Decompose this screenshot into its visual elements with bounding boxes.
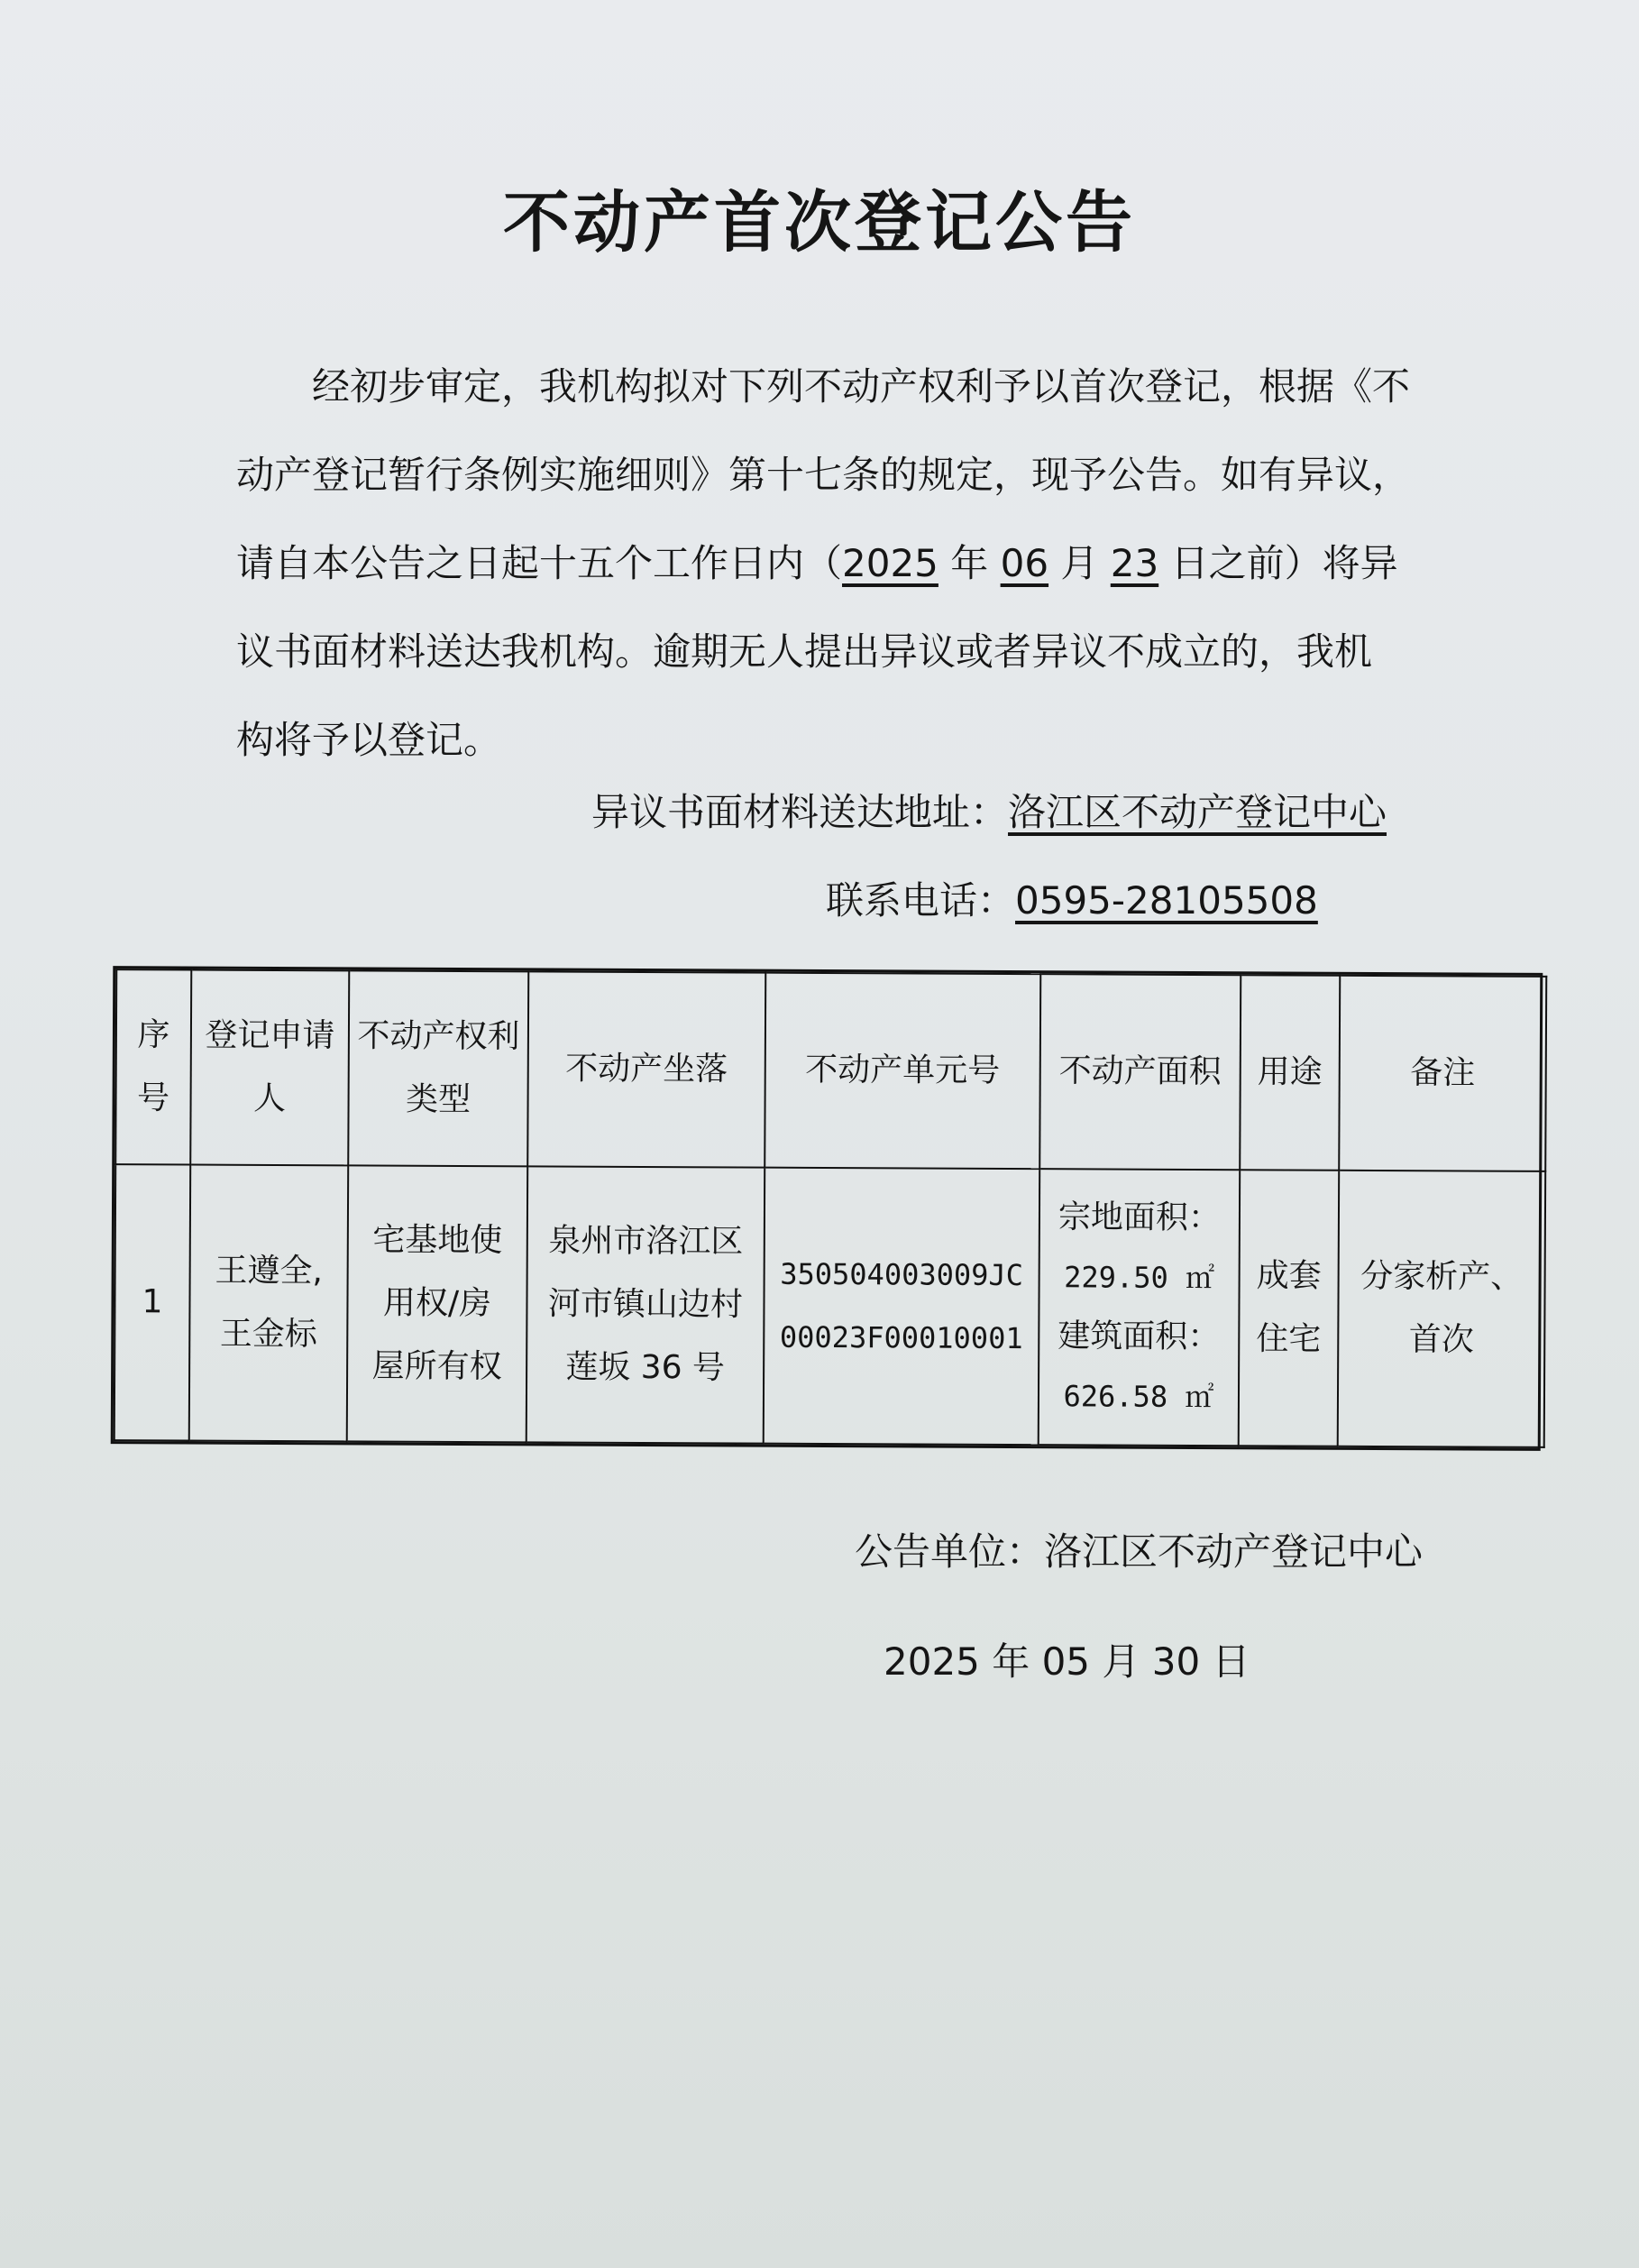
contact-phone-value: 0595-28105508	[1015, 878, 1318, 923]
unit-no-line-2: 00023F00010001	[779, 1319, 1023, 1356]
usage-line-2: 住宅	[1256, 1320, 1322, 1358]
location-line-1: 泉州市洛江区	[548, 1222, 744, 1261]
issuer-value: 洛江区不动产登记中心	[1044, 1529, 1424, 1574]
location-line-3: 莲坂 36 号	[565, 1348, 726, 1387]
notice-title: 不动产首次登记公告	[503, 184, 1136, 262]
applicant-1: 王遵全,	[215, 1252, 323, 1290]
cell-location	[526, 1166, 765, 1443]
body-line-4: 议书面材料送达我机构。逾期无人提出异议或者异议不成立的，我机	[236, 629, 1373, 674]
remark-line-2: 首次	[1408, 1321, 1474, 1359]
applicant-2: 王金标	[219, 1315, 317, 1354]
right-type-line-3: 屋所有权	[371, 1347, 502, 1386]
right-type-line-1: 宅基地使	[372, 1221, 503, 1260]
header-usage: 用途	[1240, 975, 1340, 1171]
cell-right-type	[347, 1165, 527, 1442]
table-header-row	[115, 969, 1546, 1171]
contact-phone-label: 联系电话：	[826, 878, 1016, 923]
land-area-value: 229.50 ㎡	[1064, 1260, 1215, 1296]
cell-unit-no	[764, 1168, 1039, 1445]
deadline-year-unit: 年	[938, 541, 1001, 585]
objection-address	[591, 783, 1387, 837]
body-line-3	[236, 519, 1408, 608]
cell-usage	[1239, 1170, 1339, 1446]
header-applicant: 登记申请人	[190, 970, 349, 1166]
body-line-3-post: 日之前）将异	[1158, 541, 1398, 585]
header-index: 序号	[115, 969, 191, 1164]
cell-remark	[1338, 1171, 1545, 1447]
body-line-5: 构将予以登记。	[236, 718, 502, 762]
issuer	[855, 1522, 1423, 1576]
header-unit-no: 不动产单元号	[765, 973, 1040, 1169]
deadline-day: 23	[1110, 541, 1159, 585]
header-right-type: 不动产权利类型	[348, 970, 528, 1166]
registration-table	[111, 966, 1543, 1451]
contact-phone	[826, 871, 1318, 925]
building-area-label: 建筑面积：	[1058, 1318, 1221, 1356]
cell-applicant	[189, 1165, 348, 1442]
notice-body	[236, 343, 1411, 785]
remark-line-1: 分家析产、	[1360, 1257, 1524, 1296]
building-area-value: 626.58 ㎡	[1063, 1379, 1214, 1415]
cell-index: 1	[114, 1164, 190, 1440]
header-area: 不动产面积	[1039, 974, 1241, 1170]
unit-no-line-1: 350504003009JC	[780, 1256, 1024, 1293]
objection-address-label: 异议书面材料送达地址：	[591, 790, 1009, 834]
deadline-month: 06	[1000, 541, 1049, 585]
body-line-1: 经初步审定，我机构拟对下列不动产权利予以首次登记，根据《不	[312, 364, 1411, 409]
body-line-3-pre: 请自本公告之日起十五个工作日内（	[236, 541, 843, 585]
body-line-2: 动产登记暂行条例实施细则》第十七条的规定，现予公告。如有异议，	[236, 453, 1411, 497]
objection-address-value: 洛江区不动产登记中心	[1008, 790, 1387, 834]
header-location: 不动产坐落	[527, 971, 765, 1167]
header-remark: 备注	[1339, 976, 1546, 1171]
usage-line-1: 成套	[1256, 1257, 1322, 1295]
right-type-line-2: 用权/房	[382, 1284, 492, 1323]
location-line-2: 河市镇山边村	[547, 1285, 744, 1324]
issue-date: 2025 年 05 月 30 日	[884, 1639, 1250, 1684]
table-row	[114, 1164, 1545, 1447]
deadline-month-unit: 月	[1048, 541, 1111, 585]
land-area-label: 宗地面积：	[1058, 1198, 1222, 1237]
cell-area	[1039, 1169, 1240, 1446]
issuer-label: 公告单位：	[855, 1529, 1045, 1574]
deadline-year: 2025	[842, 541, 939, 585]
